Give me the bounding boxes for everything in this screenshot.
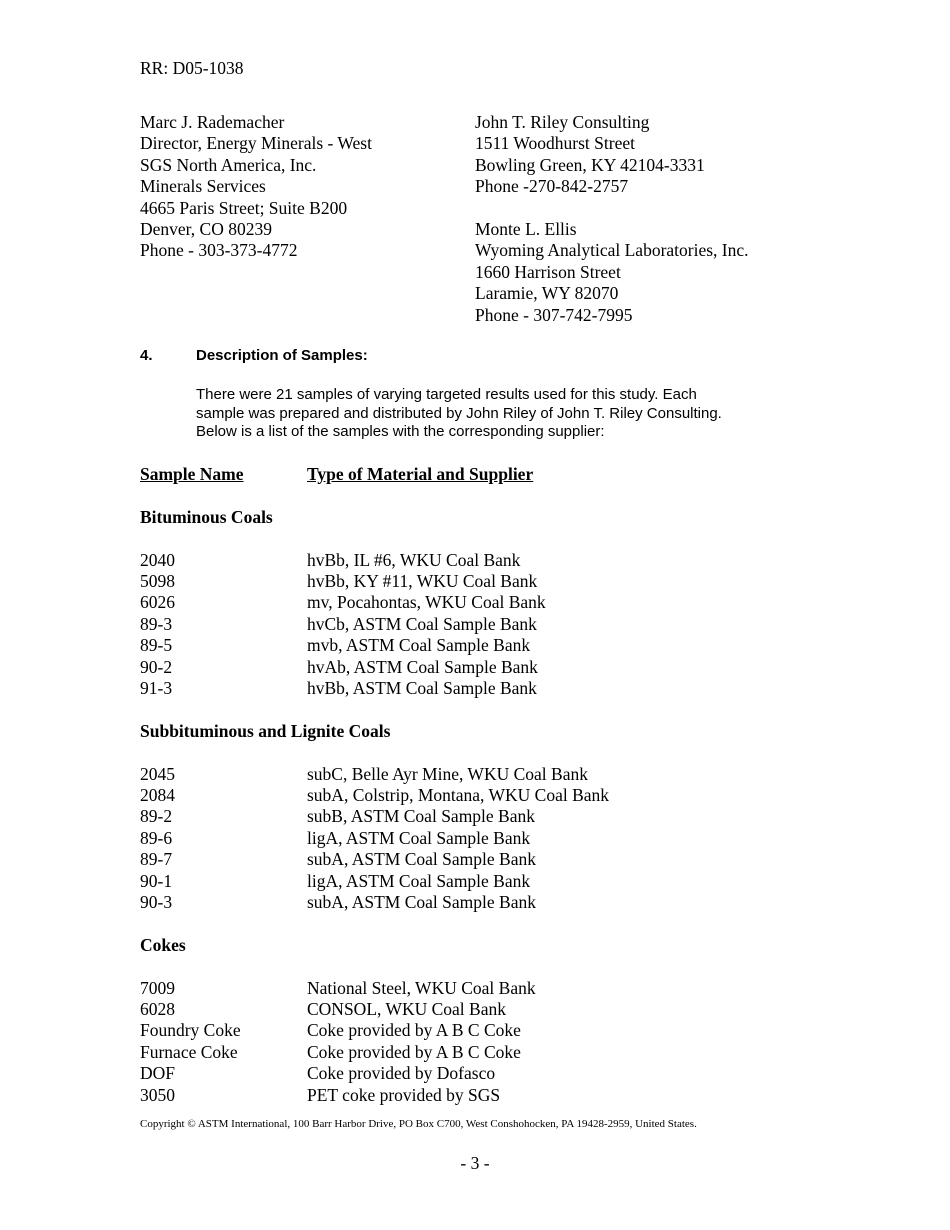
sample-material: subA, Colstrip, Montana, WKU Coal Bank — [307, 785, 610, 806]
sample-name: 2084 — [140, 785, 175, 806]
sample-material: Coke provided by A B C Coke — [307, 1020, 521, 1041]
section-paragraph — [196, 386, 836, 442]
table-row — [140, 1085, 609, 1106]
group-title-bituminous: Bituminous Coals — [140, 506, 273, 527]
sample-name: Foundry Coke — [140, 1020, 241, 1041]
contact-line: Phone -270-842-2757 — [475, 176, 629, 197]
contact-line: Minerals Services — [140, 176, 266, 197]
sample-material: National Steel, WKU Coal Bank — [307, 977, 536, 998]
sample-material: subA, ASTM Coal Sample Bank — [307, 849, 536, 870]
sample-material: subB, ASTM Coal Sample Bank — [307, 806, 535, 827]
page-number: - 3 - — [460, 1153, 490, 1173]
section-number: 4. — [140, 347, 153, 364]
table-row — [140, 550, 609, 571]
sample-name: 89-5 — [140, 635, 173, 656]
contact-line: 1660 Harrison Street — [475, 261, 621, 282]
contact-left — [140, 112, 372, 262]
paragraph-line: sample was prepared and distributed by John Riley of John T. Riley Consulting. — [196, 404, 722, 422]
sample-name: 7009 — [140, 977, 175, 998]
table-row — [140, 635, 609, 656]
sample-name: DOF — [140, 1063, 176, 1084]
sample-name: 89-6 — [140, 827, 173, 848]
contact-line: Bowling Green, KY 42104-3331 — [475, 154, 705, 175]
table-row — [140, 614, 609, 635]
sample-material: Coke provided by A B C Coke — [307, 1041, 521, 1062]
contact-right — [475, 112, 749, 326]
sample-material: hvCb, ASTM Coal Sample Bank — [307, 613, 537, 634]
contact-line: John T. Riley Consulting — [475, 112, 650, 132]
contact-line: Denver, CO 80239 — [140, 219, 272, 240]
paragraph-line: Below is a list of the samples with the corresponding supplier: — [196, 423, 605, 441]
contact-line: SGS North America, Inc. — [140, 154, 317, 175]
sample-name: 89-7 — [140, 849, 173, 870]
contact-line: Wyoming Analytical Laboratories, Inc. — [475, 240, 749, 261]
sample-name: Furnace Coke — [140, 1041, 238, 1062]
table-row — [140, 806, 609, 827]
contact-line: 1511 Woodhurst Street — [475, 133, 635, 154]
table-row — [140, 978, 609, 999]
sample-material: subA, ASTM Coal Sample Bank — [307, 892, 536, 913]
sample-table — [140, 464, 609, 1106]
sample-name: 90-2 — [140, 656, 173, 677]
contact-line: Phone - 307-742-7995 — [475, 304, 633, 325]
group-title-subbituminous: Subbituminous and Lignite Coals — [140, 720, 391, 741]
sample-name: 6026 — [140, 592, 175, 613]
sample-material: subC, Belle Ayr Mine, WKU Coal Bank — [307, 763, 588, 784]
paragraph-line: There were 21 samples of varying targeted results used for this study. Each — [196, 386, 697, 403]
table-row — [140, 828, 609, 849]
contact-line: 4665 Paris Street; Suite B200 — [140, 197, 348, 218]
copyright-notice: Copyright © ASTM International, 100 Barr Harbor Drive, PO Box C700, West Conshohocken, PA 19428-2959, United States. — [140, 1118, 697, 1130]
group-title-cokes: Cokes — [140, 934, 186, 955]
sample-material: CONSOL, WKU Coal Bank — [307, 999, 506, 1020]
sample-name: 89-2 — [140, 806, 173, 827]
sample-material: ligA, ASTM Coal Sample Bank — [307, 870, 531, 891]
table-row — [140, 785, 609, 806]
contact-line: Phone - 303-373-4772 — [140, 240, 298, 261]
table-row — [140, 657, 609, 678]
sample-name: 6028 — [140, 999, 175, 1020]
table-row — [140, 999, 609, 1020]
sample-material: hvAb, ASTM Coal Sample Bank — [307, 656, 538, 677]
sample-name-header: Sample Name — [140, 464, 244, 484]
sample-material: PET coke provided by SGS — [307, 1084, 501, 1105]
table-row — [140, 1020, 609, 1041]
sample-name: 89-3 — [140, 613, 173, 634]
table-row — [140, 1042, 609, 1063]
sample-material: Coke provided by Dofasco — [307, 1063, 496, 1084]
sample-material: ligA, ASTM Coal Sample Bank — [307, 827, 531, 848]
contact-line: Marc J. Rademacher — [140, 112, 285, 132]
sample-name: 2040 — [140, 549, 175, 570]
contact-line: Director, Energy Minerals - West — [140, 133, 372, 154]
table-row — [140, 849, 609, 870]
sample-name: 2045 — [140, 763, 175, 784]
sample-material: hvBb, KY #11, WKU Coal Bank — [307, 571, 538, 591]
sample-name: 90-1 — [140, 870, 173, 891]
table-header-row — [140, 464, 609, 485]
contact-line: Monte L. Ellis — [475, 219, 577, 240]
table-row — [140, 592, 609, 613]
sample-name: 90-3 — [140, 892, 173, 913]
sample-material: mv, Pocahontas, WKU Coal Bank — [307, 592, 546, 613]
section-heading — [140, 346, 368, 366]
table-row — [140, 678, 609, 699]
table-row — [140, 892, 609, 913]
sample-material: hvBb, IL #6, WKU Coal Bank — [307, 549, 521, 570]
contact-line: Laramie, WY 82070 — [475, 283, 619, 304]
sample-name: 91-3 — [140, 678, 173, 699]
table-row — [140, 871, 609, 892]
section-title: Description of Samples: — [196, 347, 368, 364]
sample-material: hvBb, ASTM Coal Sample Bank — [307, 678, 537, 699]
sample-name: 5098 — [140, 571, 175, 591]
material-supplier-header: Type of Material and Supplier — [307, 464, 534, 484]
report-reference: RR: D05-1038 — [140, 58, 244, 78]
table-row — [140, 764, 609, 785]
table-row — [140, 1063, 609, 1084]
table-row — [140, 571, 609, 592]
sample-material: mvb, ASTM Coal Sample Bank — [307, 635, 531, 656]
sample-name: 3050 — [140, 1084, 175, 1105]
